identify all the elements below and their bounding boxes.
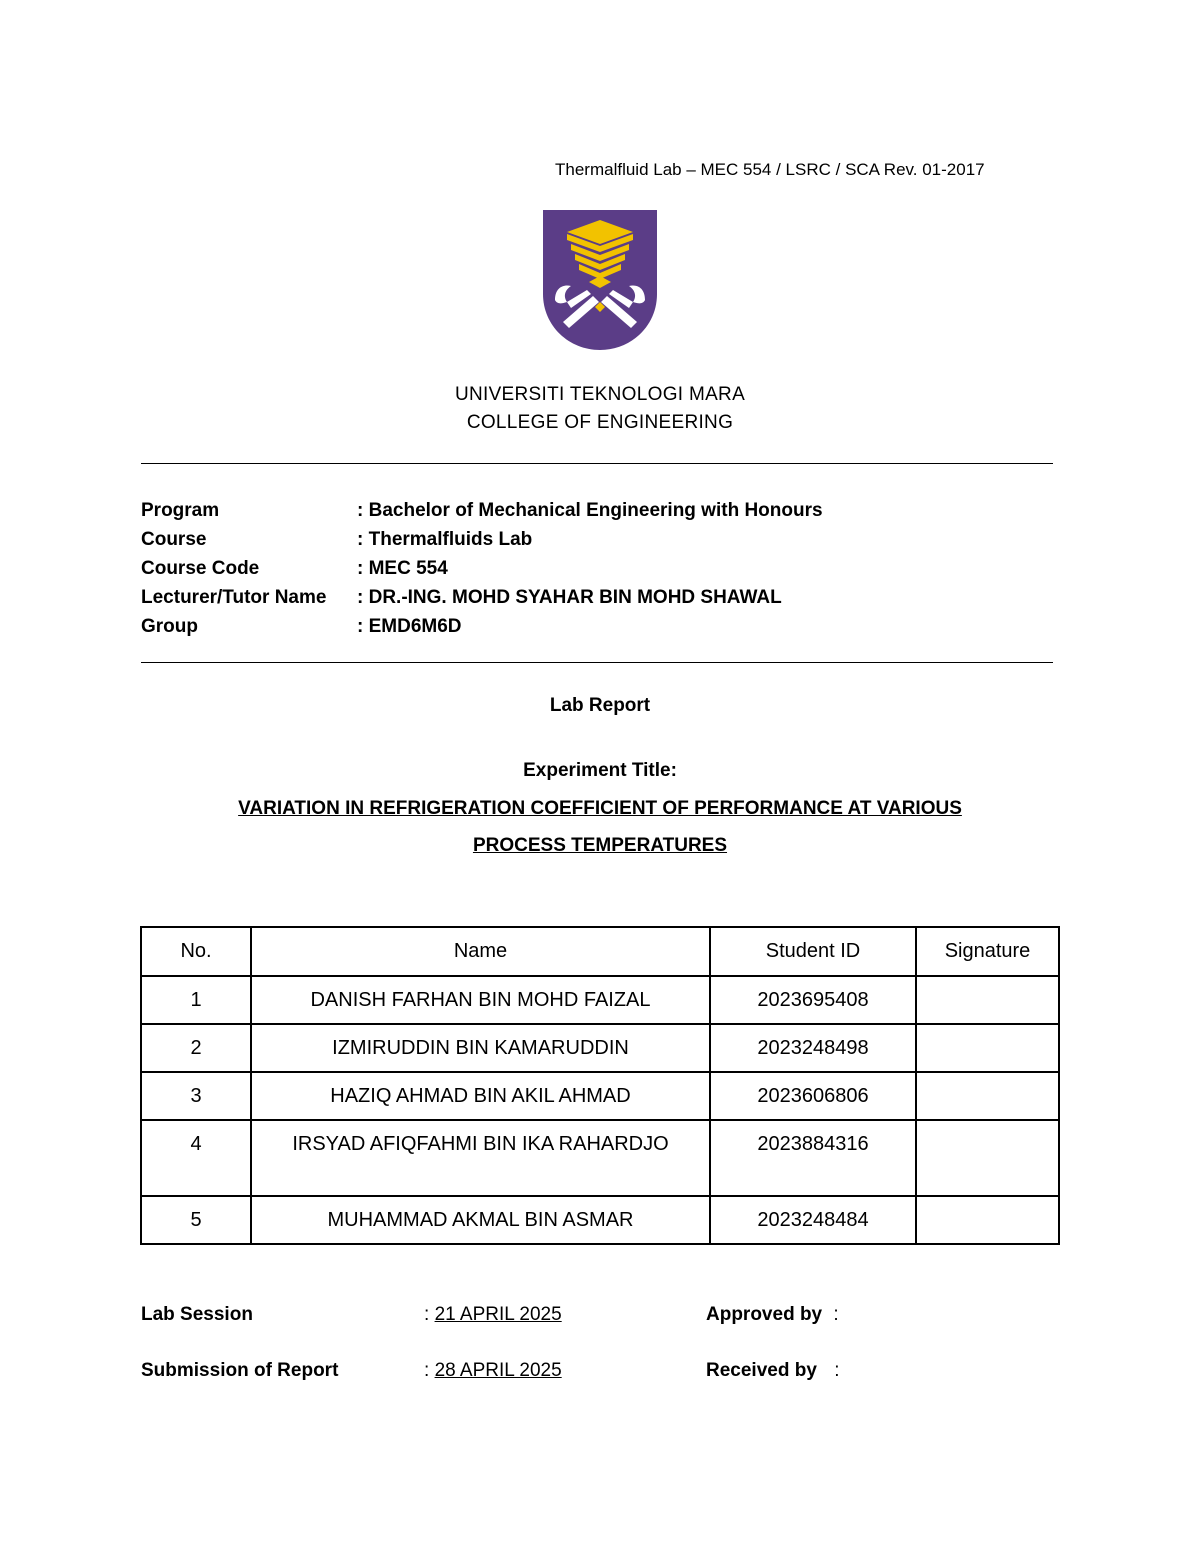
submission-label: Submission of Report	[141, 1360, 339, 1381]
row-number: 3	[141, 1072, 251, 1120]
top-divider	[141, 463, 1053, 464]
info-value: : Bachelor of Mechanical Engineering with Honours	[357, 500, 823, 522]
approved-by-label: Approved by	[706, 1304, 823, 1325]
info-label: Program	[141, 500, 220, 522]
row-number: 2	[141, 1024, 251, 1072]
student-id: 2023248498	[710, 1024, 916, 1072]
uitm-crest-logo	[541, 210, 659, 352]
student-name: IRSYAD AFIQFAHMI BIN IKA RAHARDJO	[251, 1120, 710, 1196]
info-label: Group	[141, 615, 198, 637]
bottom-divider	[141, 662, 1053, 663]
table-row	[141, 1072, 1059, 1120]
column-header-name: Name	[251, 927, 710, 976]
college-name: COLLEGE OF ENGINEERING	[466, 412, 734, 433]
table-row	[141, 976, 1059, 1024]
experiment-title-continued	[0, 835, 1200, 857]
submission-value-wrap	[424, 1360, 562, 1382]
university-name: UNIVERSITI TEKNOLOGI MARA	[454, 384, 746, 405]
submission-colon: :	[424, 1360, 430, 1381]
student-id: 2023884316	[710, 1120, 916, 1196]
student-name: MUHAMMAD AKMAL BIN ASMAR	[251, 1196, 710, 1244]
info-row-course	[141, 526, 823, 555]
approved-by-row	[706, 1304, 839, 1326]
student-name: IZMIRUDDIN BIN KAMARUDDIN	[251, 1024, 710, 1072]
info-label: Course Code	[141, 557, 260, 579]
info-label: Lecturer/Tutor Name	[141, 586, 327, 608]
submission-date: 28 APRIL 2025	[434, 1360, 562, 1381]
student-id: 2023248484	[710, 1196, 916, 1244]
info-value: : EMD6M6D	[357, 615, 462, 637]
students-table	[140, 926, 1060, 1245]
experiment-title	[0, 798, 1200, 820]
student-name: DANISH FARHAN BIN MOHD FAIZAL	[251, 976, 710, 1024]
document-reference: Thermalfluid Lab – MEC 554 / LSRC / SCA Rev. 01-2017	[555, 160, 985, 179]
report-type: Lab Report	[549, 695, 651, 716]
student-id: 2023695408	[710, 976, 916, 1024]
info-label: Course	[141, 529, 207, 551]
table-row	[141, 1024, 1059, 1072]
received-by-colon: :	[834, 1360, 840, 1381]
info-row-program	[141, 497, 823, 526]
row-number: 1	[141, 976, 251, 1024]
signature-cell	[916, 1072, 1059, 1120]
table-header-row	[141, 927, 1059, 976]
course-info	[141, 497, 823, 641]
signature-cell	[916, 1196, 1059, 1244]
column-header-no: No.	[141, 927, 251, 976]
info-value: : MEC 554	[357, 557, 448, 579]
signature-cell	[916, 1024, 1059, 1072]
experiment-title-line-1: VARIATION IN REFRIGERATION COEFFICIENT OF PERFORMANCE AT VARIOUS	[238, 798, 962, 819]
experiment-title-line-2: PROCESS TEMPERATURES	[472, 835, 728, 856]
lab-session-colon: :	[424, 1304, 430, 1325]
row-number: 4	[141, 1120, 251, 1196]
lab-session-value-wrap	[424, 1304, 562, 1326]
signature-cell	[916, 976, 1059, 1024]
column-header-signature: Signature	[916, 927, 1059, 976]
lab-session-label: Lab Session	[141, 1304, 253, 1325]
lab-session-date: 21 APRIL 2025	[434, 1304, 562, 1325]
received-by-row	[706, 1360, 839, 1382]
info-row-lecturer	[141, 583, 823, 612]
experiment-label: Experiment Title:	[523, 760, 677, 781]
table-row	[141, 1120, 1059, 1196]
info-value: : Thermalfluids Lab	[357, 529, 533, 551]
info-value: : DR.-ING. MOHD SYAHAR BIN MOHD SHAWAL	[357, 586, 782, 608]
approved-by-colon: :	[833, 1304, 839, 1325]
info-row-group	[141, 612, 823, 641]
received-by-label: Received by	[706, 1360, 817, 1381]
lab-session-row	[141, 1304, 253, 1326]
row-number: 5	[141, 1196, 251, 1244]
submission-row	[141, 1360, 338, 1382]
table-row	[141, 1196, 1059, 1244]
column-header-student-id: Student ID	[710, 927, 916, 976]
info-row-course-code	[141, 555, 823, 584]
student-id: 2023606806	[710, 1072, 916, 1120]
student-name: HAZIQ AHMAD BIN AKIL AHMAD	[251, 1072, 710, 1120]
signature-cell	[916, 1120, 1059, 1196]
